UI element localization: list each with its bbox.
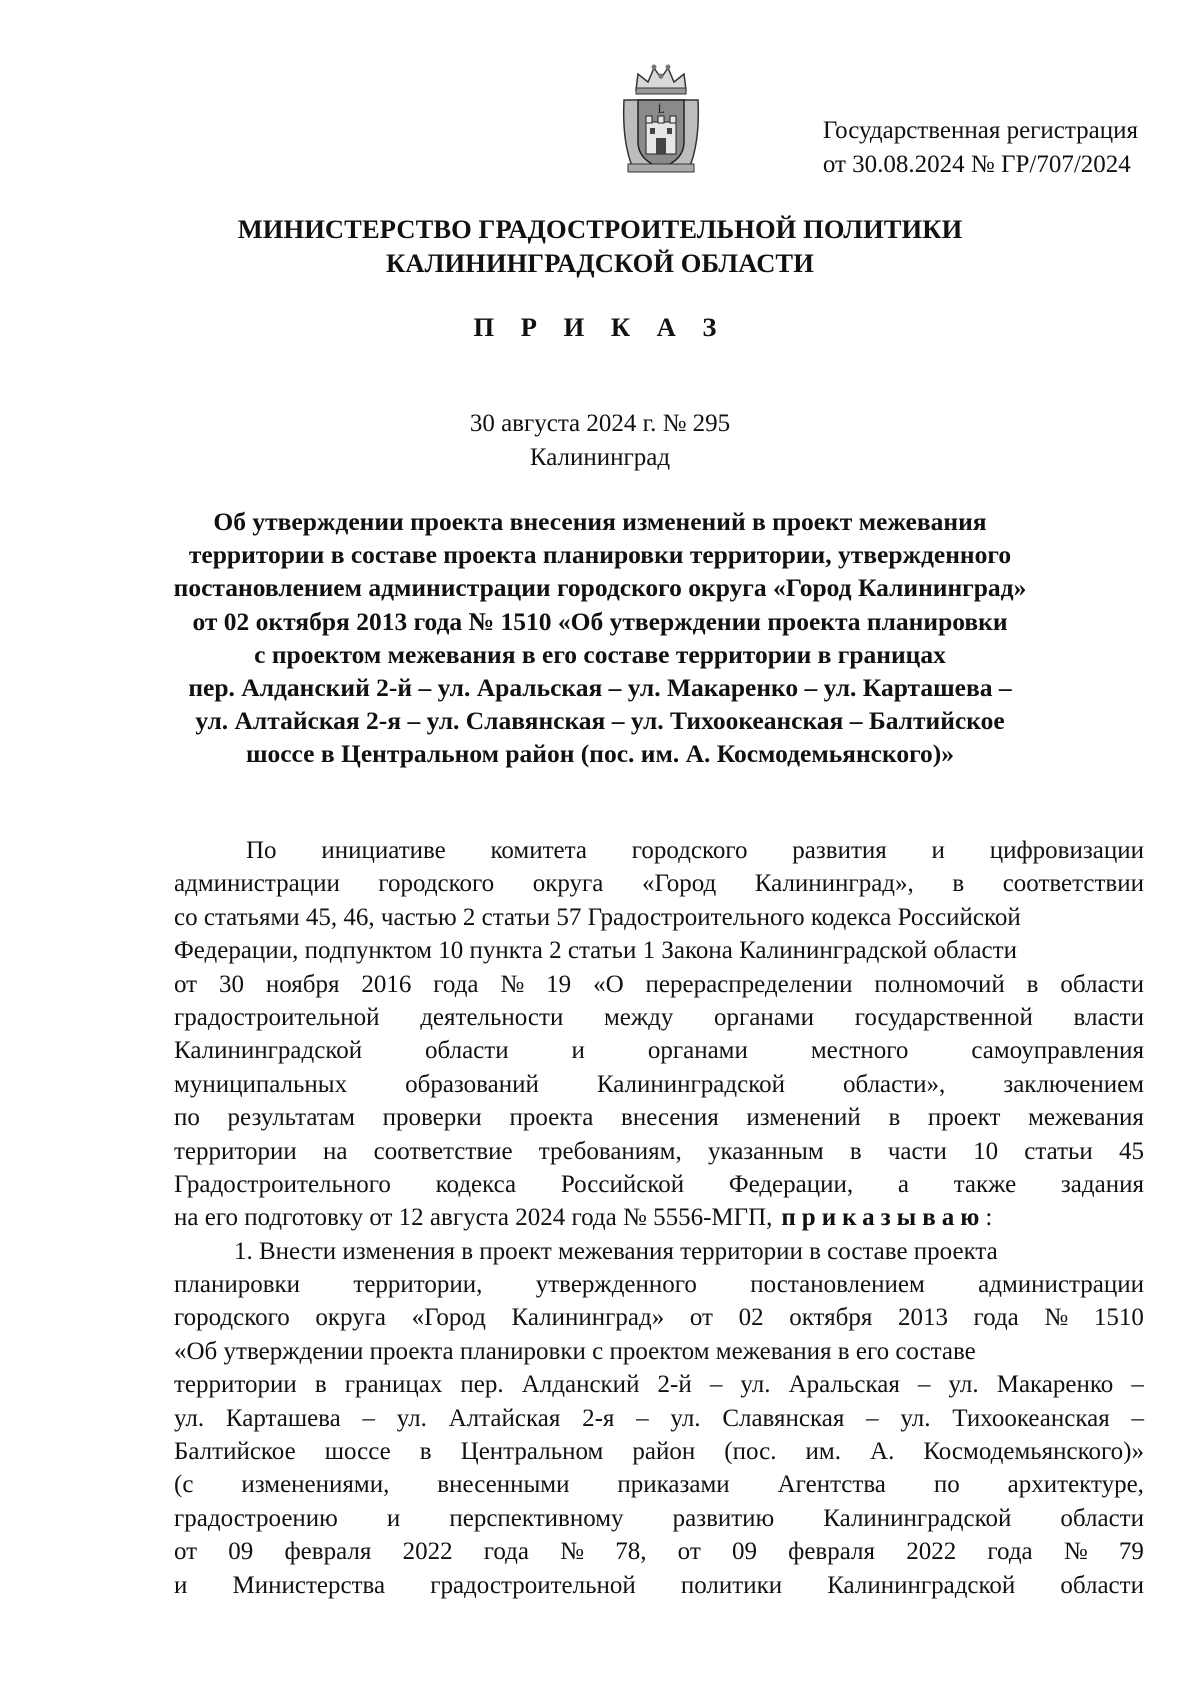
body-word: шоссе (324, 1438, 391, 1466)
body-line (174, 1068, 1144, 1101)
body-word: градостроению (174, 1504, 338, 1532)
body-word: ул. (900, 1404, 931, 1432)
ministry-name-line1: МИНИСТЕРСТВО ГРАДОСТРОИТЕЛЬНОЙ ПОЛИТИКИ (237, 214, 963, 244)
body-line (174, 867, 1144, 900)
body-line (174, 1502, 1144, 1535)
body-word: пер. (460, 1371, 504, 1399)
body-word: № (560, 1538, 585, 1566)
body-word: в (1026, 970, 1039, 998)
body-word: и (174, 1571, 188, 1599)
command-word: приказываю (781, 1204, 986, 1232)
body-word: внесения (621, 1104, 719, 1132)
body-word: в (952, 870, 965, 898)
body-word: от (689, 1304, 713, 1332)
body-word: район (632, 1438, 696, 1466)
order-date-number: 30 августа 2024 г. № 295 (469, 410, 731, 437)
body-word: округа (315, 1304, 387, 1332)
body-word: ул. (948, 1371, 979, 1399)
body-word: образований (405, 1070, 539, 1098)
body-word: ул. (670, 1404, 701, 1432)
body-line (174, 901, 1144, 934)
body-word: органами (714, 1003, 815, 1031)
body-word: и (571, 1037, 585, 1065)
body-word: – (636, 1404, 649, 1432)
body-word: Министерства (232, 1571, 386, 1599)
body-word: проверки (382, 1104, 482, 1132)
body-line (174, 1001, 1144, 1034)
body-word: Макаренко (996, 1371, 1114, 1399)
body-word: в (314, 1371, 327, 1399)
body-word: – (1131, 1371, 1144, 1399)
svg-text:Ĺ: Ĺ (657, 105, 665, 116)
body-word: от (677, 1538, 701, 1566)
item-1-paragraph (174, 1235, 1144, 1602)
body-line (174, 968, 1144, 1001)
body-word: октября (789, 1304, 873, 1332)
body-word: 2-я (582, 1404, 615, 1432)
body-word: межевания (1028, 1104, 1144, 1132)
body-word: февраля (284, 1538, 372, 1566)
body-word: № (1063, 1538, 1088, 1566)
body-word: «О (593, 970, 624, 998)
body-word: заключением (1003, 1070, 1144, 1098)
subject-line: шоссе в Центральном район (пос. им. А. Космодемьянского)» (245, 739, 955, 769)
body-word: территории (174, 1371, 297, 1399)
body-word: округа (532, 870, 604, 898)
body-word: Калининград», (754, 870, 914, 898)
body-word: результатам (227, 1104, 355, 1132)
ministry-name (150, 212, 1050, 280)
body-word: границах (344, 1371, 443, 1399)
body-word: планировки (174, 1271, 301, 1299)
body-line (174, 934, 1144, 967)
body-word: приказами (617, 1471, 730, 1499)
body-word: Алданский (521, 1371, 640, 1399)
body-word: февраля (788, 1538, 876, 1566)
body-word: – (1131, 1404, 1144, 1432)
body-word: 19 (546, 970, 572, 998)
body-word: изменениями, (241, 1471, 390, 1499)
body-word: по (933, 1471, 960, 1499)
subject-line: с проектом межевания в его составе территории в границах (254, 639, 946, 669)
body-word: года (483, 1538, 529, 1566)
body-line (174, 1135, 1144, 1168)
body-line (174, 1368, 1144, 1401)
body-word: области (425, 1037, 509, 1065)
body-word: развития (792, 837, 887, 864)
body-word: также (953, 1170, 1017, 1198)
body-word: градостроительной (430, 1571, 636, 1599)
body-word: (с (174, 1471, 194, 1499)
body-word: на (322, 1137, 348, 1165)
body-word: инициативе (321, 837, 446, 864)
body-word: проекта (509, 1104, 594, 1132)
body-word: развитию (672, 1504, 775, 1532)
body-word: Российской (560, 1170, 685, 1198)
body-word: деятельности (420, 1003, 564, 1031)
body-word: ул. (174, 1404, 205, 1432)
body-word: ул. (740, 1371, 771, 1399)
body-word: территории, (353, 1271, 483, 1299)
subject-line: постановлением администрации городского округа «Город Калининград» (173, 573, 1027, 603)
body-word: Калининградской (596, 1070, 785, 1098)
body-word: комитета (490, 837, 587, 864)
body-word: Калининградской (174, 1037, 363, 1065)
body-word: градостроительной (174, 1003, 380, 1031)
body-word: Карташева (225, 1404, 341, 1432)
body-word: в (849, 1137, 862, 1165)
body-word: в (419, 1438, 432, 1466)
body-word: требованиям, (538, 1137, 682, 1165)
body-line (174, 1101, 1144, 1134)
registration-label: Государственная регистрация (822, 117, 1138, 144)
body-word: соответствие (373, 1137, 513, 1165)
body-word: «Город (411, 1304, 486, 1332)
body-word: внесенными (437, 1471, 570, 1499)
body-word: области (1060, 970, 1144, 998)
body-word: от (174, 1538, 198, 1566)
body-line (174, 1168, 1144, 1201)
body-word: территории (174, 1137, 297, 1165)
coat-of-arms-icon (618, 60, 704, 178)
body-word: перспективному (449, 1504, 624, 1532)
body-word: А. (870, 1438, 895, 1466)
body-word: 30 (219, 970, 244, 998)
body-word: городского (174, 1304, 290, 1332)
state-registration-stamp (823, 114, 1138, 182)
body-word: «Об утверждении проекта планировки с проектом межевания в его составе (174, 1337, 976, 1365)
body-word: Калининград» (511, 1304, 665, 1332)
body-word: администрации (174, 870, 340, 898)
body-word: цифровизации (989, 837, 1144, 864)
subject-line: территории в составе проекта планировки территории, утвержденного (188, 540, 1012, 570)
body-word: 2016 (361, 970, 412, 998)
body-word: между (603, 1003, 674, 1031)
body-word: власти (1073, 1003, 1144, 1031)
body-word: 2022 (906, 1538, 957, 1566)
body-word: – (917, 1371, 931, 1399)
body-word: от (174, 970, 198, 998)
body-word: а (897, 1170, 909, 1198)
body-word: «Город (641, 870, 717, 898)
body-line (174, 1034, 1144, 1067)
body-word: области», (842, 1070, 946, 1098)
subject-line: ул. Алтайская 2-я – ул. Славянская – ул. Тихоокеанская – Балтийское (195, 706, 1005, 736)
body-word: политики (680, 1571, 783, 1599)
body-word: полномочий (874, 970, 1005, 998)
body-word: 09 (228, 1538, 254, 1566)
body-line (174, 1468, 1144, 1501)
body-word: задания (1060, 1170, 1144, 1198)
body-word: 79 (1118, 1538, 1144, 1566)
body-word: 2013 (897, 1304, 948, 1332)
body-word: статьи (1024, 1137, 1093, 1165)
body-word: Калининградской (823, 1504, 1012, 1532)
body-word: 09 (731, 1538, 757, 1566)
body-word: утвержденного (535, 1271, 697, 1299)
body-word: ноября (265, 970, 340, 998)
body-word: Федерации, подпунктом 10 пункта 2 статьи 1 Закона Калининградской области (174, 937, 1017, 965)
body-word: года (987, 1538, 1033, 1566)
body-word: местного (810, 1037, 909, 1065)
body-word: 45 (1118, 1137, 1144, 1165)
body-word: области (1060, 1504, 1144, 1532)
body-line (174, 1535, 1144, 1568)
order-body (174, 834, 1144, 1602)
subject-line: от 02 октября 2013 года № 1510 «Об утверждении проекта планировки (192, 606, 1008, 636)
body-word: муниципальных (174, 1070, 348, 1098)
body-word: Агентства (777, 1471, 886, 1499)
body-word: администрации (978, 1271, 1144, 1299)
body-word: органами (647, 1037, 748, 1065)
body-word: указанным (707, 1137, 824, 1165)
body-word: Градостроительного (174, 1170, 391, 1198)
body-word: части (887, 1137, 947, 1165)
body-word: и (386, 1504, 401, 1532)
body-word: области (1060, 1571, 1144, 1599)
body-word: 2022 (402, 1538, 453, 1566)
body-line (174, 1402, 1144, 1435)
body-word: по (174, 1104, 200, 1132)
body-line-colon: : (985, 1204, 993, 1232)
body-word: им. (805, 1438, 841, 1466)
body-line-text: на его подготовку от 12 августа 2024 года № 5556-МГП, (174, 1204, 773, 1232)
body-word: 02 (738, 1304, 764, 1332)
body-word: городского (378, 870, 495, 898)
body-word: № (1044, 1304, 1069, 1332)
body-word: проект (927, 1104, 1001, 1132)
body-line (174, 1268, 1144, 1301)
body-word: 2-й (657, 1371, 692, 1399)
body-word: кодекса (435, 1170, 517, 1198)
body-word: государственной (854, 1003, 1033, 1031)
body-word: Космодемьянского)» (923, 1438, 1144, 1466)
body-word: 1510 (1093, 1304, 1144, 1332)
body-line (174, 1435, 1144, 1468)
body-word: Алтайская (448, 1404, 561, 1432)
body-word: Калининградской (827, 1571, 1016, 1599)
body-word: со статьями 45, 46, частью 2 статьи 57 Градостроительного кодекса Российской (174, 903, 1021, 931)
body-line (174, 834, 1144, 867)
body-word: и (931, 837, 945, 864)
body-word: архитектуре, (1007, 1471, 1144, 1499)
order-title: П Р И К А З (473, 312, 727, 342)
preamble-paragraph (174, 834, 1144, 1201)
body-word: года (433, 970, 479, 998)
subject-line: Об утверждении проекта внесения изменений в проект межевания (213, 507, 987, 536)
registration-number: от 30.08.2024 № ГР/707/2024 (822, 151, 1131, 178)
body-word: Балтийское (174, 1438, 296, 1466)
body-word: Центральном (460, 1438, 604, 1466)
body-line (174, 1335, 1144, 1368)
body-word: изменений (746, 1104, 861, 1132)
body-word: 10 (973, 1137, 999, 1165)
body-word: Аральская (788, 1371, 900, 1399)
body-word: – (866, 1404, 879, 1432)
body-word: 78, (615, 1538, 647, 1566)
body-word: ул. (396, 1404, 427, 1432)
body-word: Федерации, (728, 1170, 854, 1198)
order-subject (120, 505, 1080, 771)
body-word: городского (631, 837, 748, 864)
body-word: По (246, 837, 277, 864)
order-city: Калининград (529, 444, 671, 471)
body-word: Славянская (722, 1404, 845, 1432)
body-word: постановлением (750, 1271, 925, 1299)
body-line (174, 1235, 1144, 1268)
body-word: самоуправления (971, 1037, 1144, 1065)
body-word: (пос. (724, 1438, 777, 1466)
ministry-name-line2: КАЛИНИНГРАДСКОЙ ОБЛАСТИ (386, 248, 814, 278)
body-word: – (709, 1371, 723, 1399)
body-line (174, 1569, 1144, 1602)
body-word: № (500, 970, 525, 998)
body-word: – (362, 1404, 375, 1432)
body-word: в (888, 1104, 901, 1132)
body-word: перераспределении (645, 970, 853, 998)
subject-line: пер. Алданский 2-й – ул. Аральская – ул. Макаренко – ул. Карташева – (188, 673, 1012, 703)
body-word: соответствии (1002, 870, 1144, 898)
body-word: 1. Внести изменения в проект межевания территории в составе проекта (234, 1237, 998, 1265)
body-word: Тихоокеанская (952, 1404, 1110, 1432)
body-word: года (973, 1304, 1019, 1332)
order-date-block (150, 407, 1050, 475)
body-line (174, 1201, 1144, 1234)
body-line (174, 1301, 1144, 1334)
